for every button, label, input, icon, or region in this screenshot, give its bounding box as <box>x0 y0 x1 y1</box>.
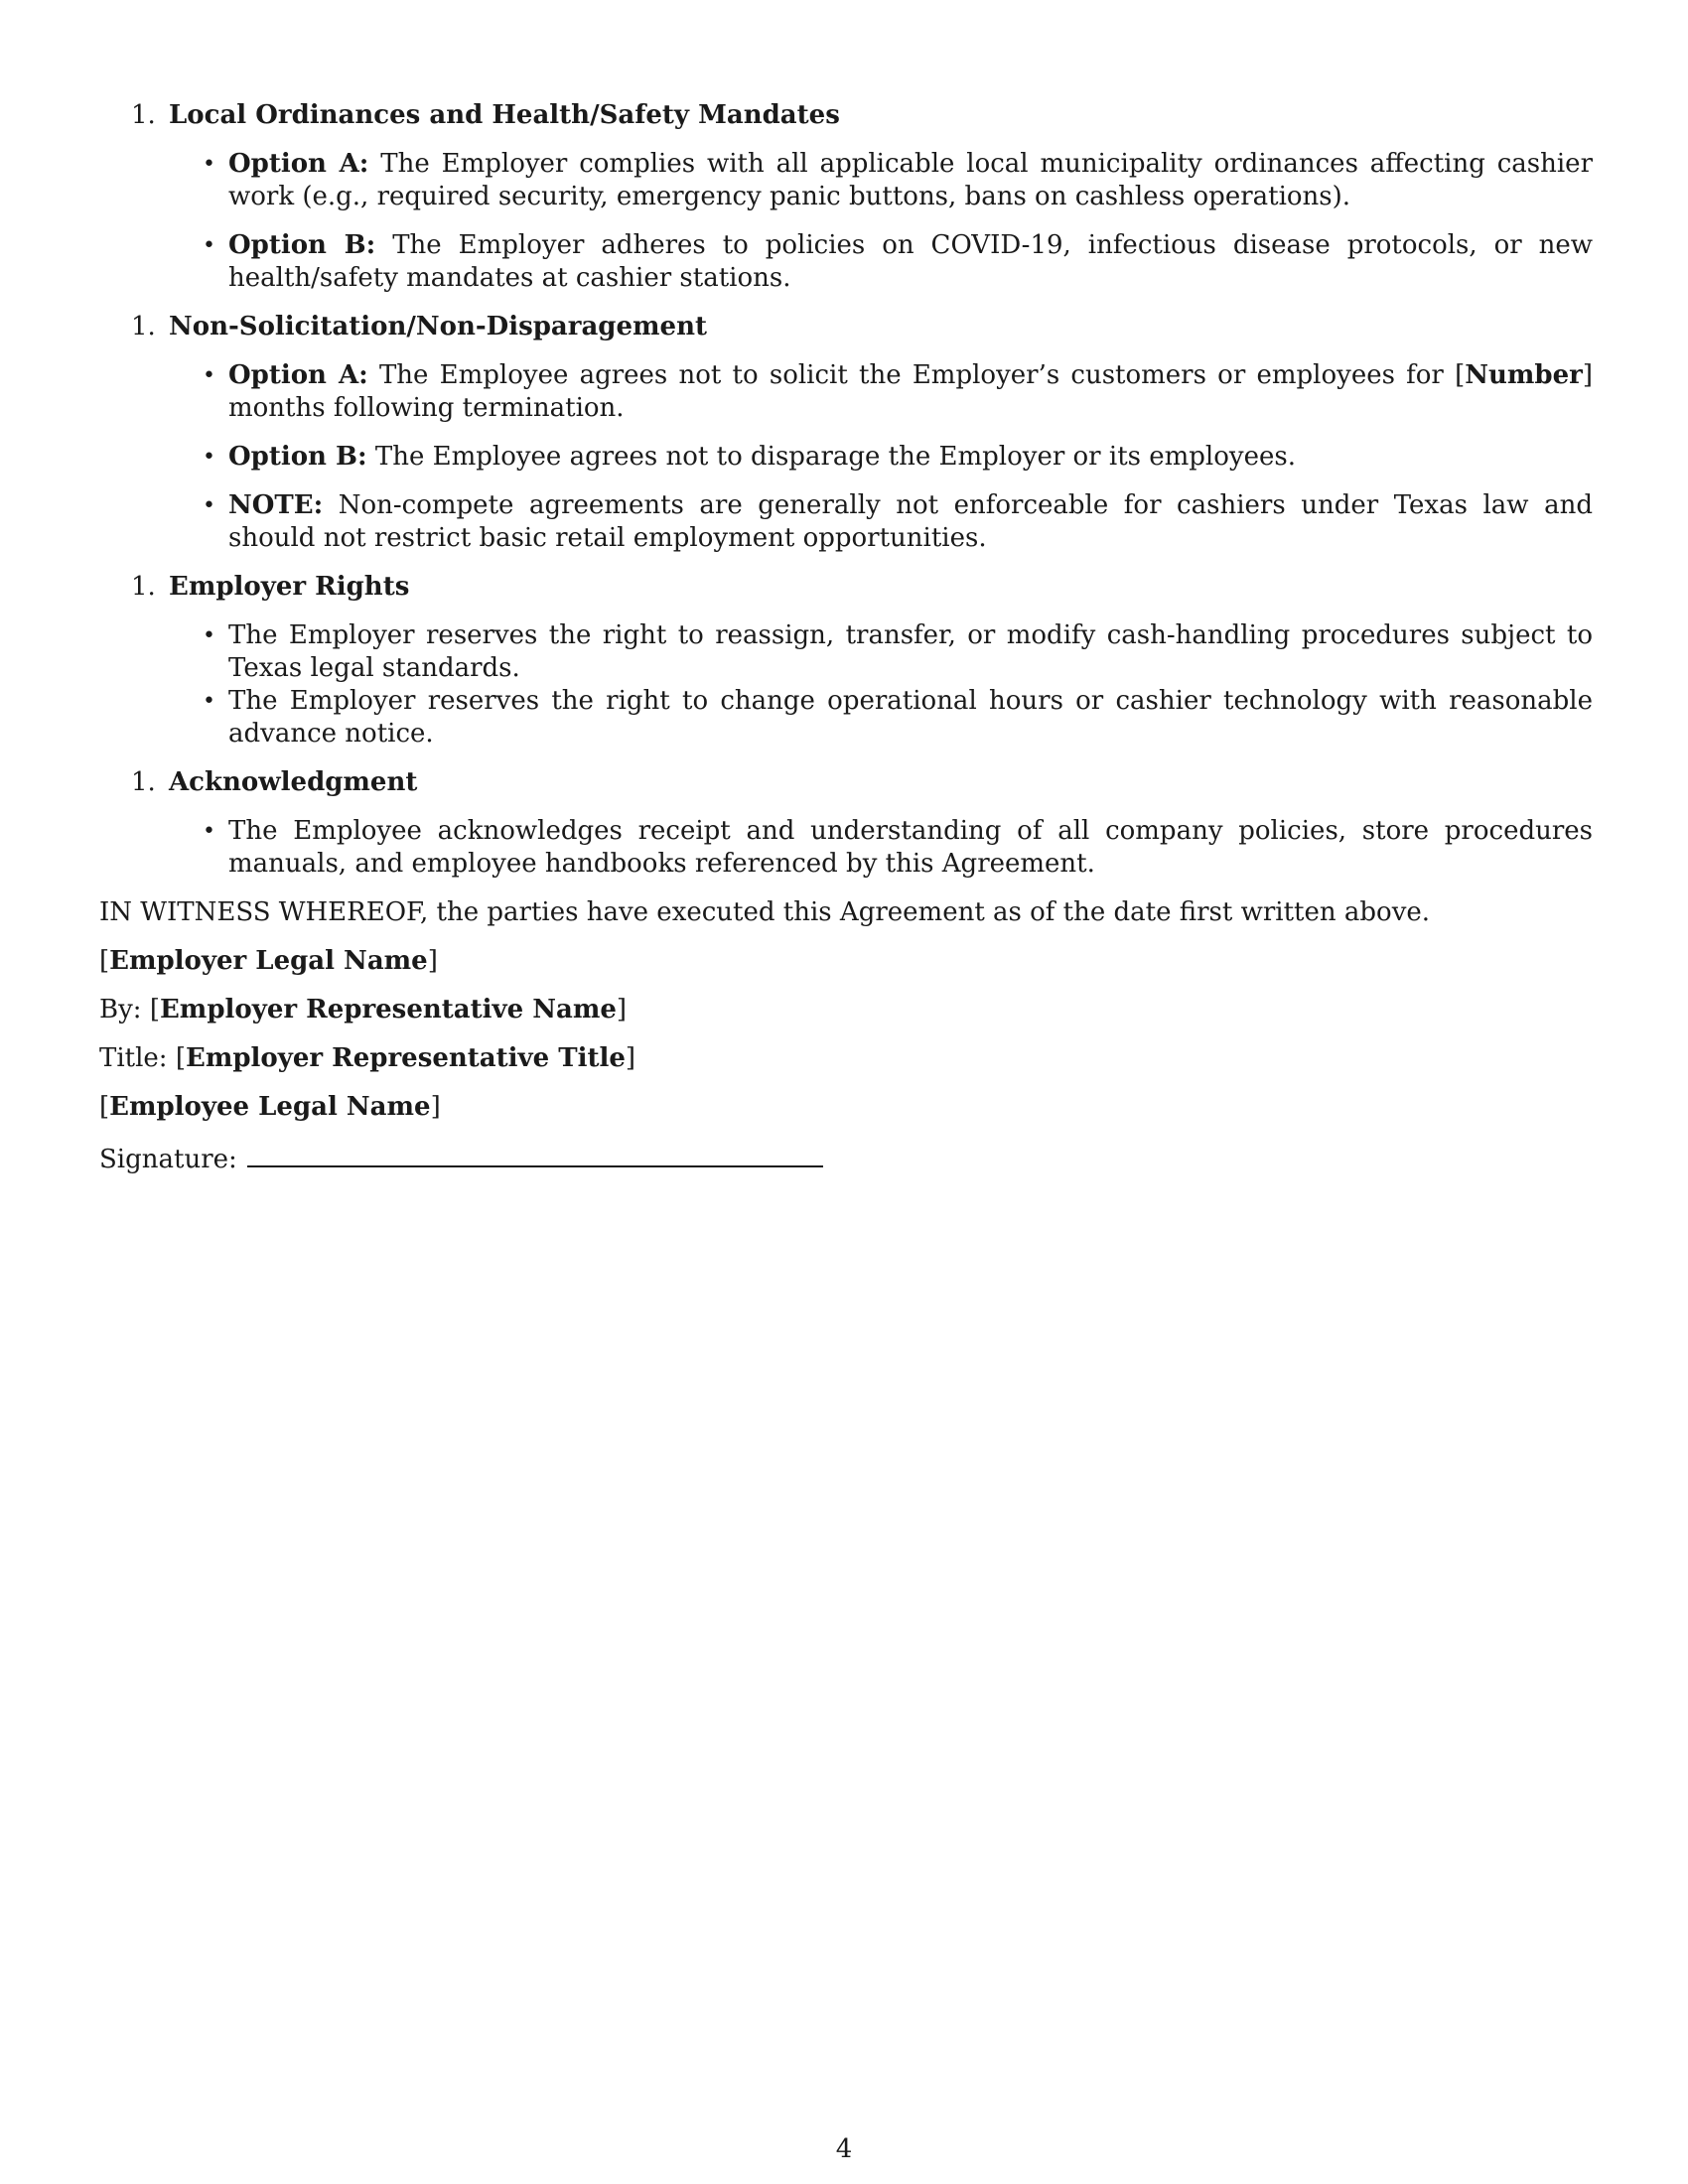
section-local-ordinances <box>99 99 1593 295</box>
employee-name-line: [Employee Legal Name] <box>99 1092 441 1122</box>
title-line: Title: [Employer Representative Title] <box>99 1043 636 1073</box>
item-label: Option B: <box>228 230 376 260</box>
section-title: Local Ordinances and Health/Safety Mandates <box>169 100 840 130</box>
bullet-icon: • <box>203 493 215 518</box>
representative-title: Employer Representative Title <box>186 1043 626 1073</box>
bullet-icon: • <box>203 623 215 648</box>
number-placeholder: Number <box>1465 360 1583 390</box>
section-heading <box>99 99 1593 132</box>
section-acknowledgment <box>99 766 1593 881</box>
list-item <box>203 489 1593 555</box>
list-item <box>203 359 1593 425</box>
item-label: NOTE: <box>228 490 324 520</box>
item-text: The Employer adheres to policies on COVID-19, infectious disease protocols, or new health/safety mandates at cashier stations. <box>228 230 1594 293</box>
bullet-icon: • <box>203 819 215 844</box>
item-label: Option A: <box>228 149 369 179</box>
by-label: By: <box>99 995 142 1024</box>
list-item <box>203 148 1593 213</box>
employee-legal-name: Employee Legal Name <box>109 1092 431 1122</box>
representative-name: Employer Representative Name <box>159 995 617 1024</box>
item-text: The Employer reserves the right to change operational hours or cashier technology with reasonable advance notice. <box>228 686 1593 749</box>
item-label: Option B: <box>228 442 367 472</box>
section-title: Employer Rights <box>169 572 410 602</box>
signature-line <box>99 1140 1593 1176</box>
section-number: 1. <box>131 767 156 797</box>
section-number: 1. <box>131 572 156 602</box>
item-text: The Employee agrees not to solicit the Employer’s customers or employees for [ <box>378 360 1466 390</box>
section-heading <box>99 311 1593 343</box>
section-items <box>99 359 1593 555</box>
list-item <box>203 229 1594 295</box>
bullet-icon: • <box>203 445 215 470</box>
item-text: The Employee acknowledges receipt and understanding of all company policies, store procedures manuals, and employee handbooks referenced by this Agreement. <box>228 816 1593 879</box>
list-item <box>203 815 1593 881</box>
employer-name-line: [Employer Legal Name] <box>99 946 438 976</box>
item-label: Option A: <box>228 360 368 390</box>
document-page <box>99 99 1593 1192</box>
item-text: Non-compete agreements are generally not enforceable for cashiers under Texas law and should not restrict basic retail employment opportunities. <box>228 490 1593 553</box>
page-number: 4 <box>835 2134 853 2164</box>
section-employer-rights <box>99 571 1593 751</box>
item-text: The Employer complies with all applicable local municipality ordinances affecting cashier work (e.g., required security, emergency panic buttons, bans on cashless operations). <box>228 149 1593 211</box>
bullet-icon: • <box>203 363 215 388</box>
item-text: ] months following termination. <box>228 360 1593 423</box>
section-number: 1. <box>131 100 156 130</box>
section-number: 1. <box>131 312 156 341</box>
bullet-icon: • <box>203 152 215 177</box>
section-non-solicitation <box>99 311 1593 555</box>
list-item <box>203 685 1593 751</box>
employer-legal-name: Employer Legal Name <box>109 946 428 976</box>
section-items <box>99 148 1593 295</box>
title-label: Title: <box>99 1043 168 1073</box>
section-title: Non-Solicitation/Non-Disparagement <box>169 312 707 341</box>
section-items <box>99 619 1593 751</box>
list-item <box>203 441 1593 474</box>
section-items <box>99 815 1593 881</box>
list-item <box>203 619 1593 685</box>
item-text: The Employee agrees not to disparage the Employer or its employees. <box>374 442 1296 472</box>
signature-blank[interactable] <box>247 1140 823 1167</box>
section-heading <box>99 766 1593 799</box>
signature-label: Signature: <box>99 1145 237 1174</box>
witness-clause: IN WITNESS WHEREOF, the parties have executed this Agreement as of the date first written above. <box>99 897 1431 927</box>
bullet-icon: • <box>203 689 215 714</box>
section-title: Acknowledgment <box>169 767 418 797</box>
by-line: By: [Employer Representative Name] <box>99 995 628 1024</box>
bullet-icon: • <box>203 233 215 258</box>
item-text: The Employer reserves the right to reassign, transfer, or modify cash-handling procedures subject to Texas legal standards. <box>228 620 1593 683</box>
section-heading <box>99 571 1593 604</box>
